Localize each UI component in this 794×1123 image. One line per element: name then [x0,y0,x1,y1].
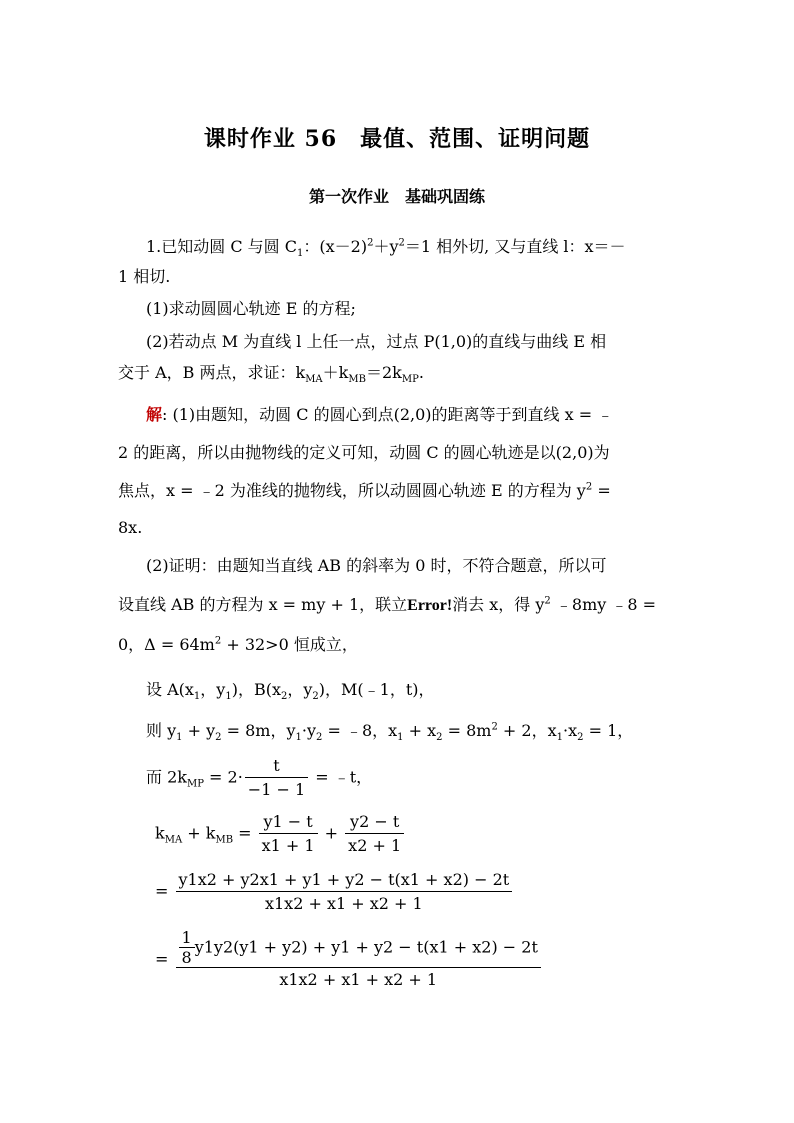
question-1: (1)求动圆圆心轨迹 E 的方程; [146,299,356,318]
question-2-line-2: 交于 A，B 两点，求证：$k_{MA}+k_{MB}=2k_{MP}$. [118,363,424,386]
problem-line-1: 1.已知动圆 C 与圆 $C_1$：$(x-2)^2+y^2=1$ 相外切, 又与直线 l：x＝－ [146,237,626,260]
kmp-line: 而 $2k_{MP} = 2\cdot$ $\frac{t}{-1 - 1}$ = ﹣t， [146,756,373,799]
error-marker: Error! [407,597,453,614]
expansion-line-2: = $\frac{1}{8}$ y1y2(y1 + y2) + y1 + y2 − t(x1 + x2) − 2t x1x2 + x1 + x2 + 1 [155,930,543,990]
solution-p2-line-3: 0，$\Delta = 64m^2 + 32>0$ 恒成立， [118,635,358,654]
solution-p2-line-2: 设直线 AB 的方程为 x = my + 1，联立Error!消去 x，得 $y^2$ ﹣8my ﹣8 = [118,595,657,614]
set-points-line: 设 $A(x_1$，$y_1$)，$B(x_2$，$y_2$)，M(﹣1，t)， [146,680,435,703]
fraction-b: $\frac{y2 - t}{x2 + 1}$ [345,812,404,856]
fraction-a: $\frac{y1 - t}{x1 + 1}$ [259,812,318,856]
page-subtitle: 第一次作业 基础巩固练 [308,187,485,206]
problem-line-2: 1 相切. [118,267,171,286]
solution-p2-line-1: (2)证明：由题知当直线 AB 的斜率为 0 时，不符合题意，所以可 [146,556,607,575]
sum-line: $k_{MA} + k_{MB}$ = $\frac{y1 - t}{x1 + 1}$ + $\frac{y2 - t}{x2 + 1}$ [155,812,406,856]
relations-line: 则 $y_1 + y_2 = 8m$，$y_1\cdot y_2$ = ﹣8，$x_1 + x_2 = 8m^2 + 2$，$x_1\cdot x_2 = 1$， [146,721,634,744]
solution-line-4: 8x. [118,518,143,537]
solution-line-1: 解: (1)由题知，动圆 C 的圆心到点(2,0)的距离等于到直线 x = ﹣ [146,405,614,424]
fraction-one-eighth: $\frac{1}{8}$ [179,930,195,966]
question-2-line-1: (2)若动点 M 为直线 l 上任一点，过点 P(1,0)的直线与曲线 E 相 [146,332,607,351]
fraction-expansion-1: $\frac{y1x2 + y2x1 + y1 + y2 - t(x1 + x2) - 2t}{x1x2 + x1 + x2 + 1}$ [176,870,513,914]
expansion-line-1: = $\frac{y1x2 + y2x1 + y1 + y2 - t(x1 + x2) - 2t}{x1x2 + x1 + x2 + 1}$ [155,870,514,914]
fraction-kmp: $\frac{t}{-1 - 1}$ [245,756,308,800]
solution-label: 解 [146,405,163,424]
fraction-expansion-2: $\frac{1}{8}$ y1y2(y1 + y2) + y1 + y2 − t(x1 + x2) − 2t x1x2 + x1 + x2 + 1 [176,930,541,990]
page-title: 课时作业 56 最值、范围、证明问题 [203,126,591,152]
solution-line-2: 2 的距离，所以由抛物线的定义可知，动圆 C 的圆心轨迹是以(2,0)为 [118,443,610,462]
solution-line-3: 焦点，x = ﹣2 为准线的抛物线，所以动圆圆心轨迹 E 的方程为 $y^2$ = [118,481,611,500]
